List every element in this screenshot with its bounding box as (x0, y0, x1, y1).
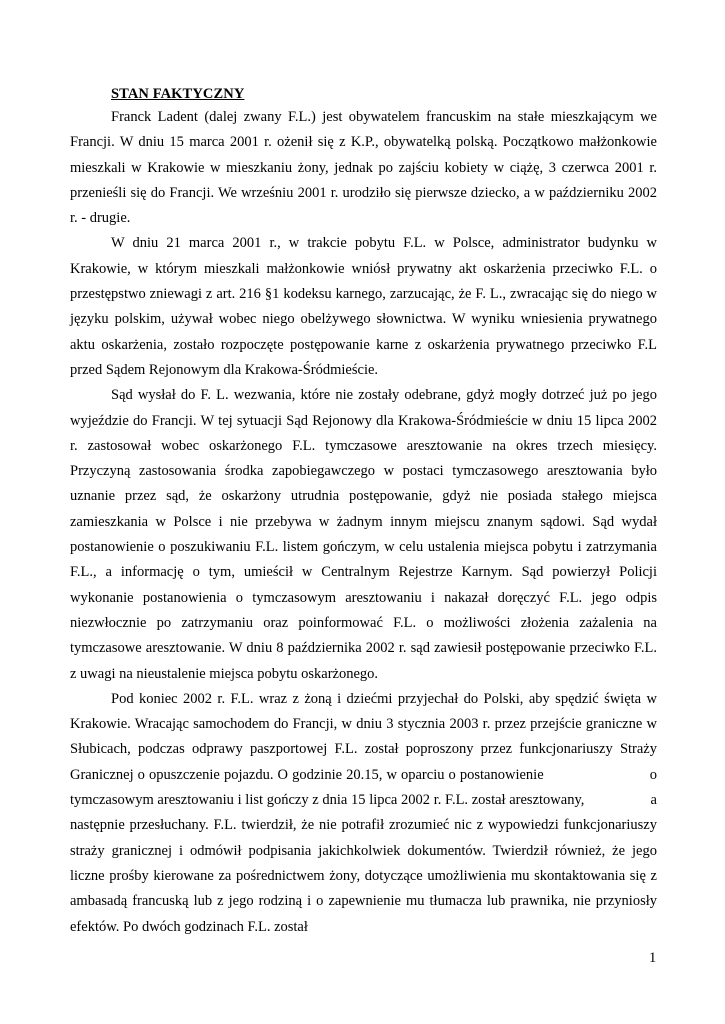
page-number: 1 (649, 950, 657, 966)
paragraph-facts-intro: Franck Ladent (dalej zwany F.L.) jest obywatelem francuskim na stałe mieszkającym we Francji. W dniu 15 marca 2001 r. ożenił się z K.P., obywatelką polską. Początkowo małżonkowie mieszkali w Krakowie w mieszkaniu żony, jednak po zajściu kobiety w ciążę, 3 czerwca 2001 r. przenieśli się do Francji. We wrześniu 2001 r. urodziło się pierwsze dziecko, a w październiku 2002 r. - drugie. (70, 109, 657, 227)
section-heading: STAN FAKTYCZNY (111, 86, 245, 102)
paragraph-private-indictment: W dniu 21 marca 2001 r., w trakcie pobytu F.L. w Polsce, administrator budynku w Krakowie, w którym mieszkali małżonkowie wniósł prywatny akt oskarżenia przeciwko F.L. o przestępstwo zniewagi z art. 216 §1 kodeksu karnego, zarzucając, że F. L., zwracając się do niego w języku polskim, używał wobec niego obelżywego słownictwa. W wyniku wniesienia prywatnego aktu oskarżenia, zostało rozpoczęte postępowanie karne z oskarżenia prywatnego przeciwko F.L przed Sądem Rejonowym dla Krakowa-Śródmieście. (70, 235, 657, 378)
body-text (70, 105, 661, 940)
paragraph-arrest-at-border: Pod koniec 2002 r. F.L. wraz z żoną i dziećmi przyjechał do Polski, aby spędzić święta w Krakowie. Wracając samochodem do Francji, w dniu 3 stycznia 2003 r. przez przejście graniczne w Słubicach, podczas odprawy paszportowej F.L. został poproszony przez funkcjonariuszy Straży Granicznej o opuszczenie pojazdu. O godzinie 20.15, w oparciu o postanowienie o tymczasowym aresztowaniu i list gończy z dnia 15 lipca 2002 r. F.L. został aresztowany, a następnie przesłuchany. F.L. twierdził, że nie potrafił zrozumieć nic z wypowiedzi funkcjonariuszy straży granicznej i odmówił podpisania jakichkolwiek dokumentów. Twierdził również, że jego liczne prośby kierowane za pośrednictwem żony, dotyczące umożliwienia mu skontaktowania się z ambasadą francuską lub z jego rodziną i o zapewnienie mu tłumacza lub prawnika, nie przyniosły efektów. Po dwóch godzinach F.L. został (70, 690, 661, 935)
paragraph-court-detention-order: Sąd wysłał do F. L. wezwania, które nie zostały odebrane, gdyż mogły dotrzeć już po jego wyjeździe do Francji. W tej sytuacji Sąd Rejonowy dla Krakowa-Śródmieście w dniu 15 lipca 2002 r. zastosował wobec oskarżonego F.L. tymczasowe aresztowanie na okres trzech miesięcy. Przyczyną zastosowania środka zapobiegawczego w postaci tymczasowego aresztowania było uznanie przez sąd, że oskarżony utrudnia postępowanie, gdyż nie posiada stałego miejsca zamieszkania w Polsce i nie przebywa w żadnym innym miejscu znanym sądowi. Sąd wydał postanowienie o poszukiwaniu F.L. listem gończym, w celu ustalenia miejsca pobytu i zatrzymania F.L., a informację o tym, umieścił w Centralnym Rejestrze Karnym. Sąd powierzył Policji wykonanie postanowienia o tymczasowym aresztowaniu i nakazał doręczyć F.L. jego odpis niezwłocznie po zatrzymaniu oraz poinformować F.L. o możliwości złożenia zażalenia na tymczasowe aresztowanie. W dniu 8 października 2002 r. sąd zawiesił postępowanie przeciwko F.L. z uwagi na nieustalenie miejsca pobytu oskarżonego. (70, 387, 657, 682)
